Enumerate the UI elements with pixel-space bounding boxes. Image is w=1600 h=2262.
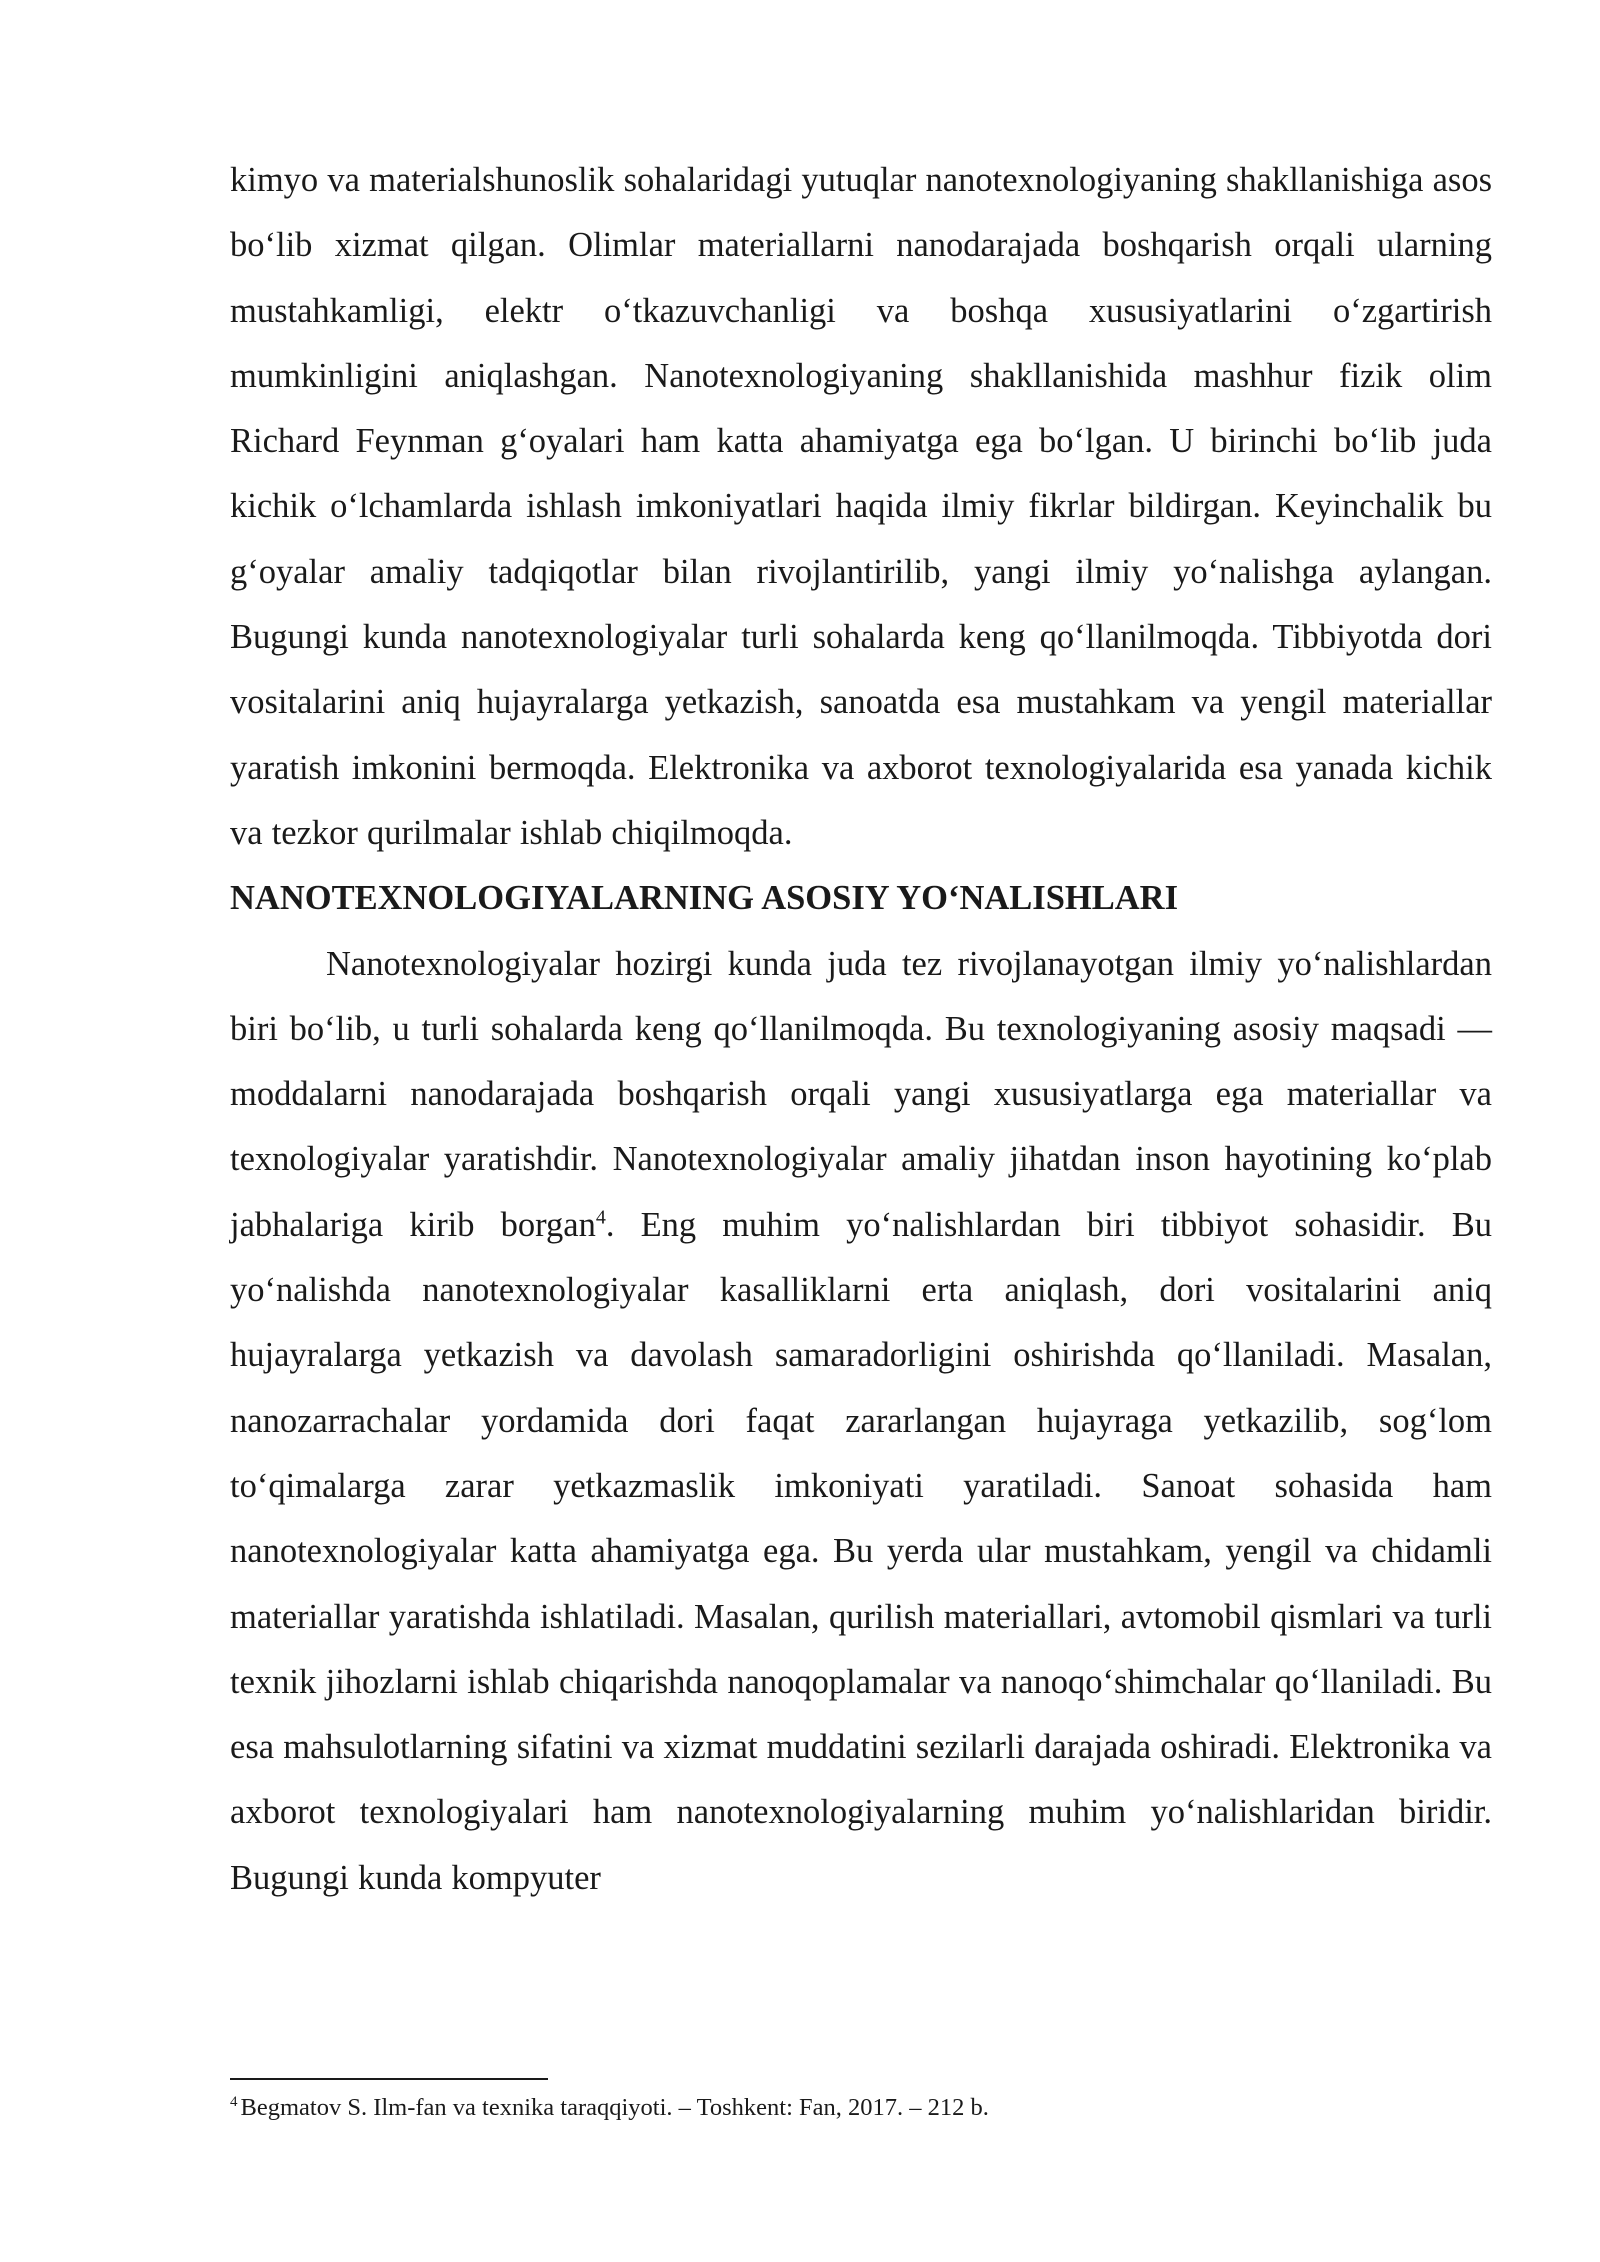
- footnote-text: Begmatov S. Ilm-fan va texnika taraqqiyoti. – Toshkent: Fan, 2017. – 212 b.: [240, 2094, 989, 2121]
- footnote: [230, 2090, 1492, 2126]
- paragraph-text-part-2: . Eng muhim yo‘nalishlardan biri tibbiyot sohasidir. Bu yo‘nalishda nanotexnologiyalar kasalliklarni erta aniqlash, dori vositalarini aniq hujayralarga yetkazish va davolash samaradorligini oshirishda qo‘llaniladi. Masalan, nanozarrachalar yordamida dori faqat zararlangan hujayraga yetkazilib, sog‘lom to‘qimalarga zarar yetkazmaslik imkoniyati yaratiladi. Sanoat sohasida ham nanotexnologiyalar katta ahamiyatga ega. Bu yerda ular mustahkam, yengil va chidamli materiallar yaratishda ishlatiladi. Masalan, qurilish materiallari, avtomobil qismlari va turli texnik jihozlarni ishlab chiqarishda nanoqoplamalar va nanoqo‘shimchalar qo‘llaniladi. Bu esa mahsulotlarning sifatini va xizmat muddatini sezilarli darajada oshiradi. Elektronika va axborot texnologiyalari ham nanotexnologiyalarning muhim yo‘nalishlaridan biridir. Bugungi kunda kompyuter: [230, 1205, 1493, 1897]
- paragraph-continuation: kimyo va materialshunoslik sohalaridagi yutuqlar nanotexnologiyaning shakllanishiga asos bo‘lib xizmat qilgan. Olimlar materiallarni nanodarajada boshqarish orqali ularning mustahkamligi, elektr o‘tkazuvchanligi va boshqa xususiyatlarini o‘zgartirish mumkinligini aniqlashgan. Nanotexnologiyaning shakllanishida mashhur fizik olim Richard Feynman g‘oyalari ham katta ahamiyatga ega bo‘lgan. U birinchi bo‘lib juda kichik o‘lchamlarda ishlash imkoniyatlari haqida ilmiy fikrlar bildirgan. Keyinchalik bu g‘oyalar amaliy tadqiqotlar bilan rivojlantirilib, yangi ilmiy yo‘nalishga aylangan. Bugungi kunda nanotexnologiyalar turli sohalarda keng qo‘llanilmoqda. Tibbiyotda dori vositalarini aniq hujayralarga yetkazish, sanoatda esa mustahkam va yengil materiallar yaratish imkonini bermoqda. Elektronika va axborot texnologiyalarida esa yanada kichik va tezkor qurilmalar ishlab chiqilmoqda.: [230, 161, 1492, 852]
- footnote-separator: [230, 2078, 548, 2080]
- paragraph-directions: [230, 932, 1492, 1911]
- body-text: [230, 148, 1492, 1911]
- section-heading: NANOTEXNOLOGIYALARNING ASOSIY YO‘NALISHLARI: [230, 879, 1179, 918]
- footnote-number: 4: [230, 2093, 238, 2110]
- paragraph-text-part-1: Nanotexnologiyalar hozirgi kunda juda tez rivojlanayotgan ilmiy yo‘nalishlardan biri bo‘lib, u turli sohalarda keng qo‘llanilmoqda. Bu texnologiyaning asosiy maqsadi — moddalarni nanodarajada boshqarish orqali yangi xususiyatlarga ega materiallar va texnologiyalar yaratishdir. Nanotexnologiyalar amaliy jihatdan inson hayotining ko‘plab jabhalariga kirib borgan: [230, 944, 1492, 1244]
- footnote-reference[interactable]: 4: [595, 1206, 606, 1229]
